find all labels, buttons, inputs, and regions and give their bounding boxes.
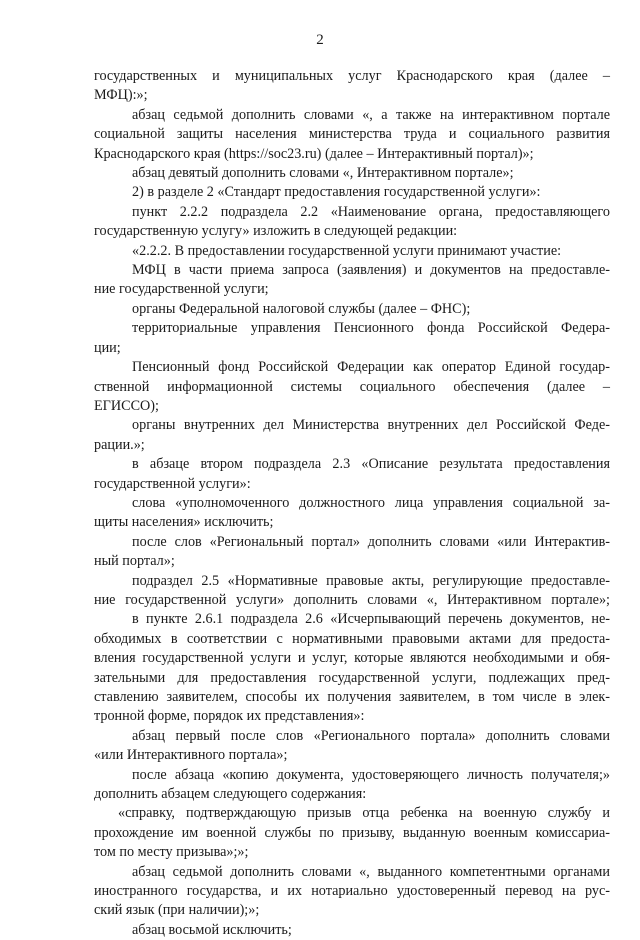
text-line: МФЦ):»; — [94, 87, 148, 104]
text-line: государственной услуги»: — [94, 475, 251, 492]
text-line: государственную услугу» изложить в следующей редакции: — [94, 223, 458, 240]
text-line: зательными для предоставления государственной услуги, подлежащих пред- — [94, 669, 610, 686]
text-line: ставлению заявителем, способы их получения заявителем, в том числе в элек- — [94, 689, 610, 705]
text-line: социальной защиты населения министерства труда и социального развития — [94, 126, 610, 143]
text-line: щиты населения» исключить; — [94, 514, 274, 531]
text-line: ный портал»; — [94, 553, 175, 570]
text-line: органы внутренних дел Министерства внутренних дел Российской Феде- — [132, 417, 610, 434]
text-line: «2.2.2. В предоставлении государственной услуги принимают участие: — [132, 242, 562, 259]
text-line: после слов «Региональный портал» дополнить словами «или Интерактив- — [132, 533, 610, 550]
text-line: государственных и муниципальных услуг Краснодарского края (далее – — [94, 68, 610, 84]
text-line: «справку, подтверждающую призыв отца ребенка на военную службу и — [118, 805, 610, 822]
text-line: ственной информационной системы социального обеспечения (далее – — [94, 378, 610, 395]
text-line: обходимых в соответствии с нормативными правовыми актами для предоста- — [94, 630, 610, 647]
text-line: 2) в разделе 2 «Стандарт предоставления государственной услуги»: — [132, 184, 541, 201]
text-line: том по месту призыва»;»; — [94, 844, 249, 861]
text-line: МФЦ в части приема запроса (заявления) и документов на предоставле- — [132, 262, 610, 279]
text-line: прохождение им военной службы по призыву, выданную военным комиссариа- — [94, 824, 610, 841]
text-line: тронной форме, порядок их представления»: — [94, 708, 365, 725]
text-line: в пункте 2.6.1 подраздела 2.6 «Исчерпывающий перечень документов, не- — [132, 611, 610, 628]
text-line: территориальные управления Пенсионного фонда Российской Федера- — [132, 320, 610, 337]
text-line: органы Федеральной налоговой службы (далее – ФНС); — [132, 300, 471, 317]
text-line: пункт 2.2.2 подраздела 2.2 «Наименование органа, предоставляющего — [132, 203, 610, 220]
document-body — [94, 67, 610, 940]
text-line: абзац первый после слов «Регионального портала» дополнить словами — [132, 727, 610, 744]
text-line: ский язык (при наличии);»; — [94, 902, 260, 919]
text-line: рации.»; — [94, 436, 145, 453]
text-line: Краснодарского края (https://soc23.ru) (далее – Интерактивный портал)»; — [94, 145, 534, 162]
text-line: подраздел 2.5 «Нормативные правовые акты, регулирующие предоставле- — [132, 572, 610, 589]
text-line: после абзаца «копию документа, удостоверяющего личность получателя;» — [132, 766, 610, 783]
text-line: вления государственной услуги и услуг, которые являются необходимыми и обя- — [94, 650, 610, 667]
text-line: дополнить абзацем следующего содержания: — [94, 786, 367, 803]
text-line: слова «уполномоченного должностного лица управления социальной за- — [132, 494, 610, 511]
text-line: ЕГИССО); — [94, 397, 159, 414]
text-line: абзац седьмой дополнить словами «, выданного компетентными органами — [132, 863, 610, 880]
text-line: ние государственной услуги; — [94, 281, 269, 298]
text-line: ние государственной услуги» дополнить словами «, Интерактивном портале»; — [94, 591, 610, 608]
text-line: абзац девятый дополнить словами «, Интерактивном портале»; — [132, 165, 514, 182]
text-line: ции; — [94, 339, 121, 356]
text-line: абзац седьмой дополнить словами «, а также на интерактивном портале — [132, 106, 610, 123]
text-line: «или Интерактивного портала»; — [94, 747, 288, 764]
text-line: абзац восьмой исключить; — [132, 921, 292, 938]
text-line: в абзаце втором подраздела 2.3 «Описание результата предоставления — [132, 456, 610, 473]
text-line: иностранного государства, и их нотариально удостоверенный перевод на рус- — [94, 883, 610, 900]
page-number: 2 — [316, 32, 324, 48]
text-line: Пенсионный фонд Российской Федерации как оператор Единой государ- — [132, 359, 610, 376]
